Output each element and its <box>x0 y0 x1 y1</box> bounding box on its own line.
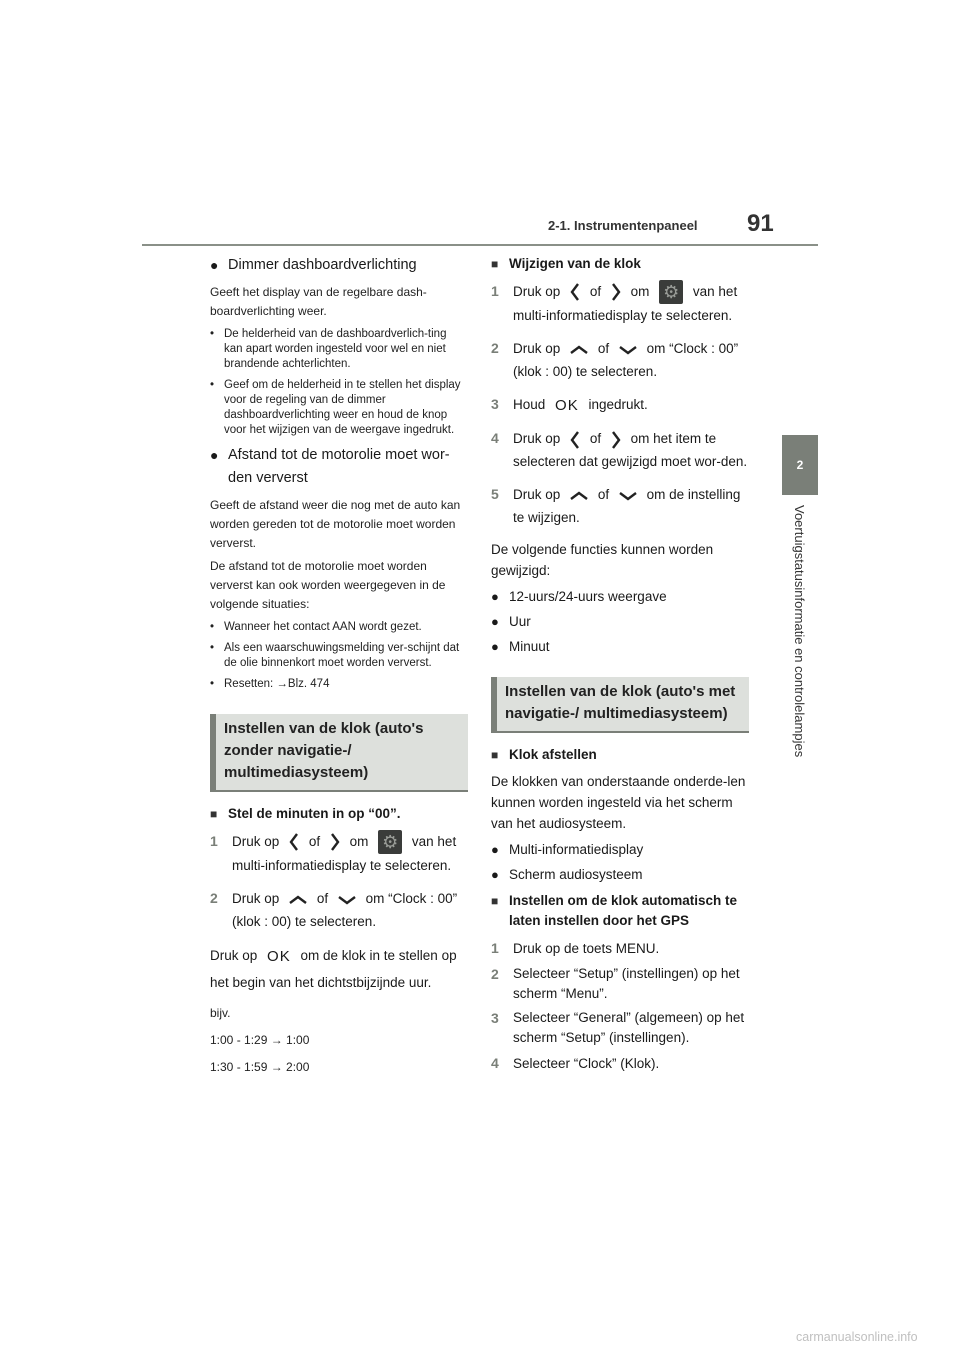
square-bullet-icon: ■ <box>491 257 499 271</box>
right-column <box>491 254 749 1079</box>
list-item: ● Multi-informatiedisplay <box>491 842 644 858</box>
gear-icon <box>659 280 683 304</box>
example-line: 1:30 - 1:59 → 2:00 <box>210 1059 310 1074</box>
chevron-left-icon <box>570 431 580 449</box>
header-divider <box>142 244 818 246</box>
chevron-down-icon <box>619 491 637 501</box>
list-item: ● Scherm audiosysteem <box>491 867 643 883</box>
step-3: 3 Houd OK ingedrukt. <box>491 393 749 417</box>
chevron-down-icon <box>338 895 356 905</box>
chevron-up-icon <box>570 491 588 501</box>
list-item: • Geef om de helderheid in te stellen het display voor de regeling van de dimmer dashboardverlichting weer en houd de knop voor het wijzigen van de weergave ingedrukt. <box>210 379 461 436</box>
bullet-icon: ● <box>210 257 219 273</box>
list-item: • De helderheid van de dashboardverlich-ting kan apart worden ingesteld voor wel en niet brandende achterlichten. <box>210 328 447 370</box>
gear-icon <box>378 830 402 854</box>
section-box-title: Instellen van de klok (auto's zonder navigatie-/ multimediasysteem) <box>210 714 468 792</box>
step-1: 1 Druk op of om ⚙ van het multi-informatiedisplay te selecteren. <box>210 830 468 877</box>
list-item: • Als een waarschuwingsmelding ver-schijnt dat de olie binnenkort moet worden ververst. <box>210 642 460 669</box>
step-5: 5 Druk op of om de instelling te wijzigen. <box>491 486 741 526</box>
step-2: 2 Selecteer “Setup” (instellingen) op het scherm “Menu”. <box>491 966 740 1002</box>
note-list <box>210 327 468 438</box>
paragraph: De volgende functies kunnen worden gewijzigd: <box>491 542 714 579</box>
section-title: 2-1. Instrumentenpaneel <box>548 218 698 233</box>
subsection-heading: ■ Wijzigen van de klok <box>491 254 749 274</box>
chevron-right-icon <box>611 283 621 301</box>
paragraph: De klokken van onderstaande onderde-len kunnen worden ingesteld via het scherm van het audiosysteem. <box>491 774 746 832</box>
chevron-right-icon <box>611 431 621 449</box>
list-item: ● Minuut <box>491 639 550 655</box>
chevron-right-icon <box>330 833 340 851</box>
example-label: bijv. <box>210 1005 231 1020</box>
chapter-label: Voertuigstatusinformatie en controlelampjes <box>792 505 807 758</box>
watermark-url: carmanualsonline.info <box>796 1330 918 1344</box>
list-item: • Wanneer het contact AAN wordt gezet. <box>210 621 422 633</box>
list-item: • Resetten: →Blz. 474 <box>210 678 330 690</box>
bullet-heading: ● Dimmer dashboardverlichting <box>210 254 468 277</box>
example-line: 1:00 - 1:29 → 1:00 <box>210 1032 310 1047</box>
chevron-left-icon <box>289 833 299 851</box>
note-list <box>210 620 468 692</box>
ok-icon: OK <box>555 397 579 415</box>
paragraph: Druk op OK om de klok in te stellen op het begin van het dichtstbijzijnde uur. <box>210 943 468 995</box>
chevron-down-icon <box>619 345 637 355</box>
list-item: ● Uur <box>491 614 531 630</box>
paragraph: De afstand tot de motorolie moet worden ververst kan ook worden weergegeven in de volgende situaties: <box>210 559 446 611</box>
bullet-heading: ● Afstand tot de motorolie moet wor-den ververst <box>210 444 468 490</box>
square-bullet-icon: ■ <box>210 807 218 821</box>
step-4: 4 Selecteer “Clock” (Klok). <box>491 1055 660 1072</box>
subsection-heading: ■ Instellen om de klok automatisch te laten instellen door het GPS <box>491 891 749 931</box>
chevron-up-icon <box>570 345 588 355</box>
bullet-icon: ● <box>210 447 219 463</box>
chapter-tab: 2 <box>782 435 818 495</box>
left-column <box>210 254 468 1081</box>
paragraph: Geeft het display van de regelbare dash-boardverlichting weer. <box>210 285 427 318</box>
step-3: 3 Selecteer “General” (algemeen) op het scherm “Setup” (instellingen). <box>491 1010 745 1046</box>
page-number: 91 <box>747 210 774 237</box>
paragraph: Geeft de afstand weer die nog met de auto kan worden gereden tot de motorolie moet worden ververst. <box>210 498 461 550</box>
section-box-title: Instellen van de klok (auto's met navigatie-/ multimediasysteem) <box>491 677 749 733</box>
list-item: ● 12-uurs/24-uurs weergave <box>491 589 667 605</box>
square-bullet-icon: ■ <box>491 894 499 909</box>
square-bullet-icon: ■ <box>491 748 499 763</box>
step-2: 2 Druk op of om “Clock : 00” (klok : 00) te selecteren. <box>210 890 458 930</box>
step-1: 1 Druk op of om ⚙ van het multi-informatiedisplay te selecteren. <box>491 280 749 327</box>
step-1: 1 Druk op de toets MENU. <box>491 940 660 957</box>
ok-icon: OK <box>267 947 291 965</box>
chevron-left-icon <box>570 283 580 301</box>
subsection-heading: ■ Stel de minuten in op “00”. <box>210 804 468 824</box>
step-4: 4 Druk op of om het item te selecteren dat gewijzigd moet wor-den. <box>491 430 748 470</box>
subsection-heading: ■ Klok afstellen <box>491 745 749 765</box>
chevron-up-icon <box>289 895 307 905</box>
step-2: 2 Druk op of om “Clock : 00” (klok : 00) te selecteren. <box>491 340 739 380</box>
